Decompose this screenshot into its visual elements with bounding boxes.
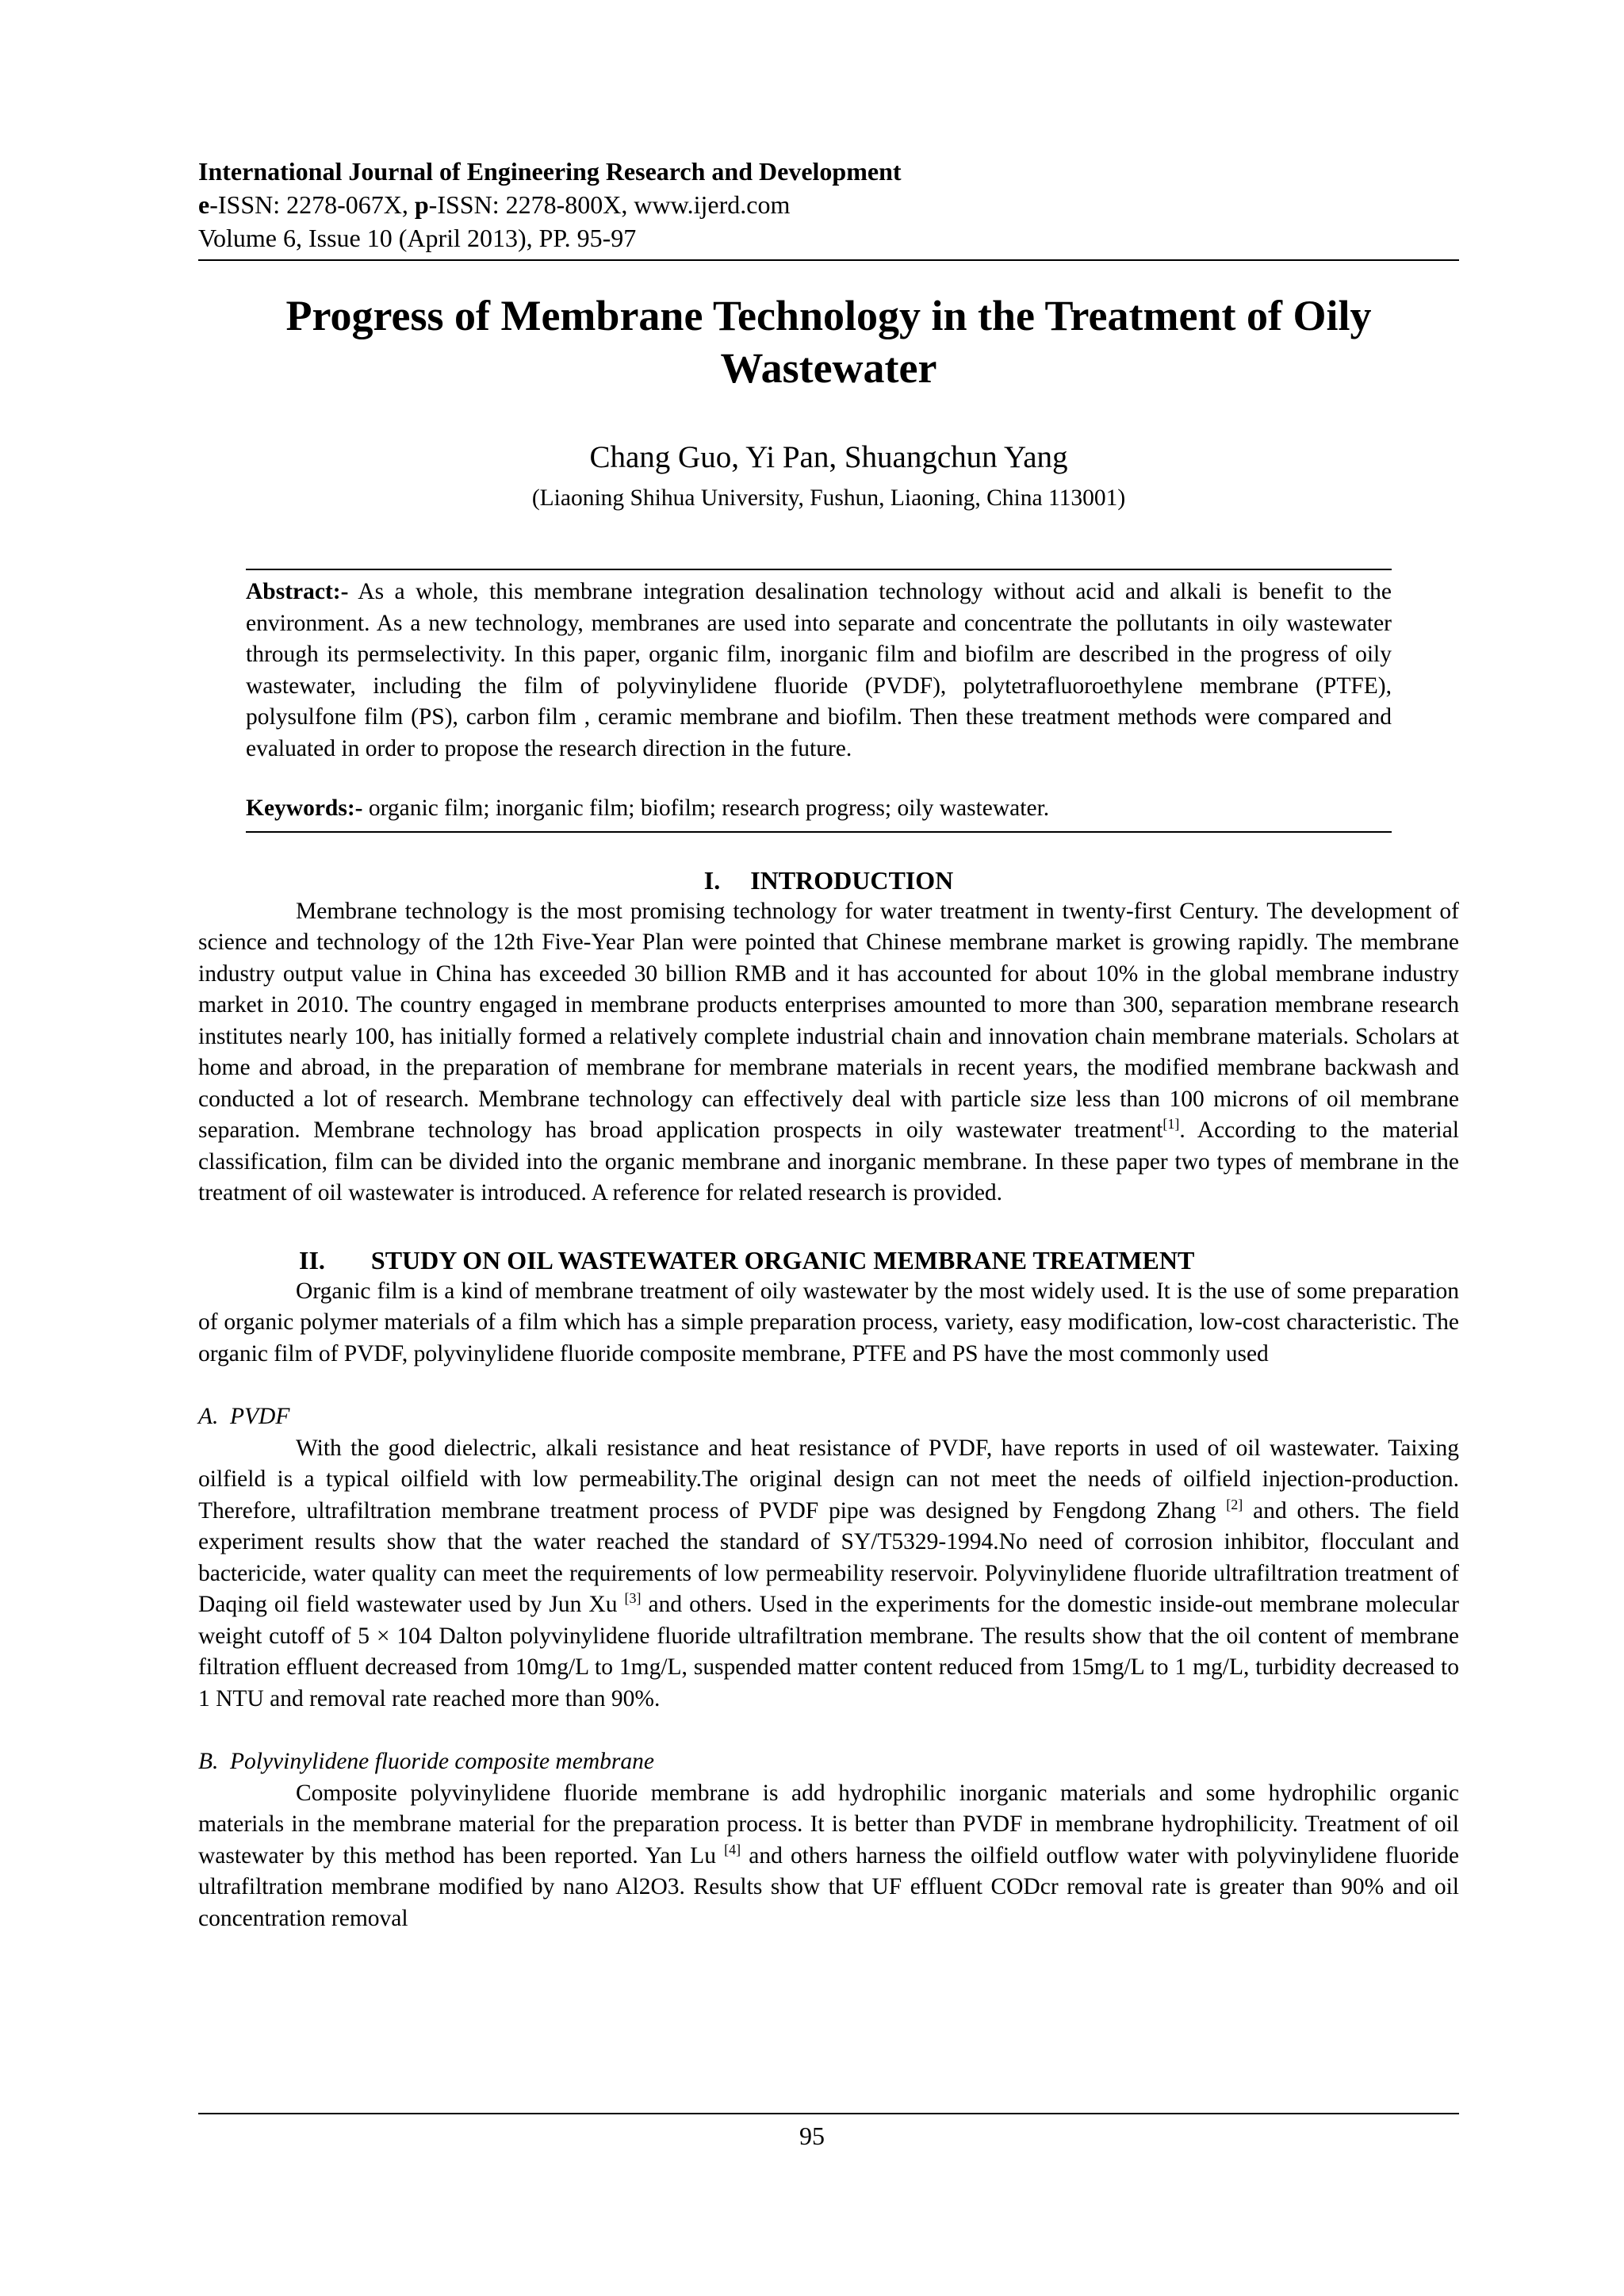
paper-affiliation: (Liaoning Shihua University, Fushun, Liaoning, China 113001) (531, 485, 1126, 511)
page-number: 95 (799, 2122, 825, 2150)
abstract-label: Abstract:- (246, 579, 349, 604)
composite-paragraph: Composite polyvinylidene fluoride membrane is add hydrophilic inorganic materials and some hydrophilic organic materials in the membrane material for the preparation process. It is better than PVDF in membrane hydrophilicity. Treatment of oil wastewater by this method has been reported. Yan Lu [4] and others harness the oilfield outflow water with polyvinylidene fluoride ultrafiltration membrane modified by nano Al2O3. Results show that UF effluent CODcr removal rate is greater than 90% and oil concentration removal (198, 1780, 1460, 1931)
introduction-paragraph: Membrane technology is the most promising technology for water treatment in twenty-first Century. The development of science and technology of the 12th Five-Year Plan were pointed that Chinese membrane market is growing rapidly. The membrane industry output value in China has exceeded 30 billion RMB and it has accounted for about 10% in the global membrane industry market in 2010. The country engaged in membrane products enterprises amounted to more than 300, separation membrane research institutes nearly 100, has initially formed a relatively complete industrial chain and innovation chain membrane materials. Scholars at home and abroad, in the preparation of membrane for membrane materials in recent years, the modified membrane backwash and conducted a lot of research. Membrane technology can effectively deal with particle size less than 100 microns of oil membrane separation. Membrane technology has broad application prospects in oily wastewater treatment[1]. According to the material classification, film can be divided into the organic membrane and inorganic membrane. In these paper two types of membrane in the treatment of oil wastewater is introduced. A reference for related research is provided. (198, 898, 1460, 1205)
journal-volume: Volume 6, Issue 10 (April 2013), PP. 95-97 (198, 224, 637, 252)
journal-name: International Journal of Engineering Research and Development (198, 157, 902, 186)
subsection-heading-composite: B. Polyvinylidene fluoride composite membrane (198, 1749, 654, 1774)
subsection-heading-pvdf: A. PVDF (198, 1404, 290, 1429)
abstract-paragraph (246, 577, 1392, 765)
section-heading-organic-membrane: II. STUDY ON OIL WASTEWATER ORGANIC MEMBRANE TREATMENT (299, 1245, 1195, 1274)
pvdf-paragraph: With the good dielectric, alkali resistance and heat resistance of PVDF, have reports in used of oil wastewater. Taixing oilfield is a typical oilfield with low permeability.The original design can not meet the needs of oilfield injection-production. Therefore, ultrafiltration membrane treatment process of PVDF pipe was designed by Fengdong Zhang [2] and others. The field experiment results show that the water reached the standard of SY/T5329-1994.No need of corrosion inhibitor, flocculant and bactericide, water quality can meet the requirements of low permeability reservoir. Polyvinylidene fluoride ultrafiltration treatment of Daqing oil field wastewater used by Jun Xu [3] and others. Used in the experiments for the domestic inside-out membrane molecular weight cutoff of 5 × 104 Dalton polyvinylidene fluoride ultrafiltration membrane. The results show that the oil content of membrane filtration effluent decreased from 10mg/L to 1mg/L, suspended matter content reduced from 15mg/L to 1 mg/L, turbidity decreased to 1 NTU and removal rate reached more than 90%. (198, 1435, 1460, 1711)
footer-rule (198, 2113, 1459, 2114)
abstract-text: As a whole, this membrane integration desalination technology without acid and alkali is benefit to the environment. As a new technology, membranes are used into separate and concentrate the pollutants in oily wastewater through its permselectivity. In this paper, organic film, inorganic film and biofilm are described in the progress of oily wastewater, including the film of polyvinylidene fluoride (PVDF), polytetrafluoroethylene membrane (PTFE), polysulfone film (PS), carbon film , ceramic membrane and biofilm. Then these treatment methods were compared and evaluated in order to propose the research direction in the future. (246, 579, 1392, 761)
journal-header (198, 155, 1459, 255)
paper-page (198, 155, 1459, 1934)
citation-4: [4] (724, 1841, 741, 1857)
paper-authors: Chang Guo, Yi Pan, Shuangchun Yang (589, 440, 1068, 474)
keywords-text: organic film; inorganic film; biofilm; research progress; oily wastewater. (362, 795, 1050, 821)
keywords-label: Keywords:- (246, 795, 363, 821)
citation-2: [2] (1226, 1496, 1243, 1512)
section-heading-introduction: I. INTRODUCTION (703, 865, 954, 895)
keywords-paragraph (246, 793, 1392, 825)
journal-issn: e-ISSN: 2278-067X, p-ISSN: 2278-800X, www.ijerd.com (198, 190, 791, 219)
citation-3: [3] (624, 1590, 642, 1607)
citation-1: [1] (1162, 1116, 1180, 1133)
organic-membrane-paragraph: Organic film is a kind of membrane treatment of oily wastewater by the most widely used. It is the use of some preparation of organic polymer materials of a film which has a simple preparation process, variety, easy modification, low-cost characteristic. The organic film of PVDF, polyvinylidene fluoride composite membrane, PTFE and PS have the most commonly used (198, 1278, 1459, 1366)
abstract-block (246, 569, 1392, 833)
paper-title: Progress of Membrane Technology in the Treatment of Oily Wastewater (285, 292, 1372, 392)
header-rule (198, 259, 1459, 261)
